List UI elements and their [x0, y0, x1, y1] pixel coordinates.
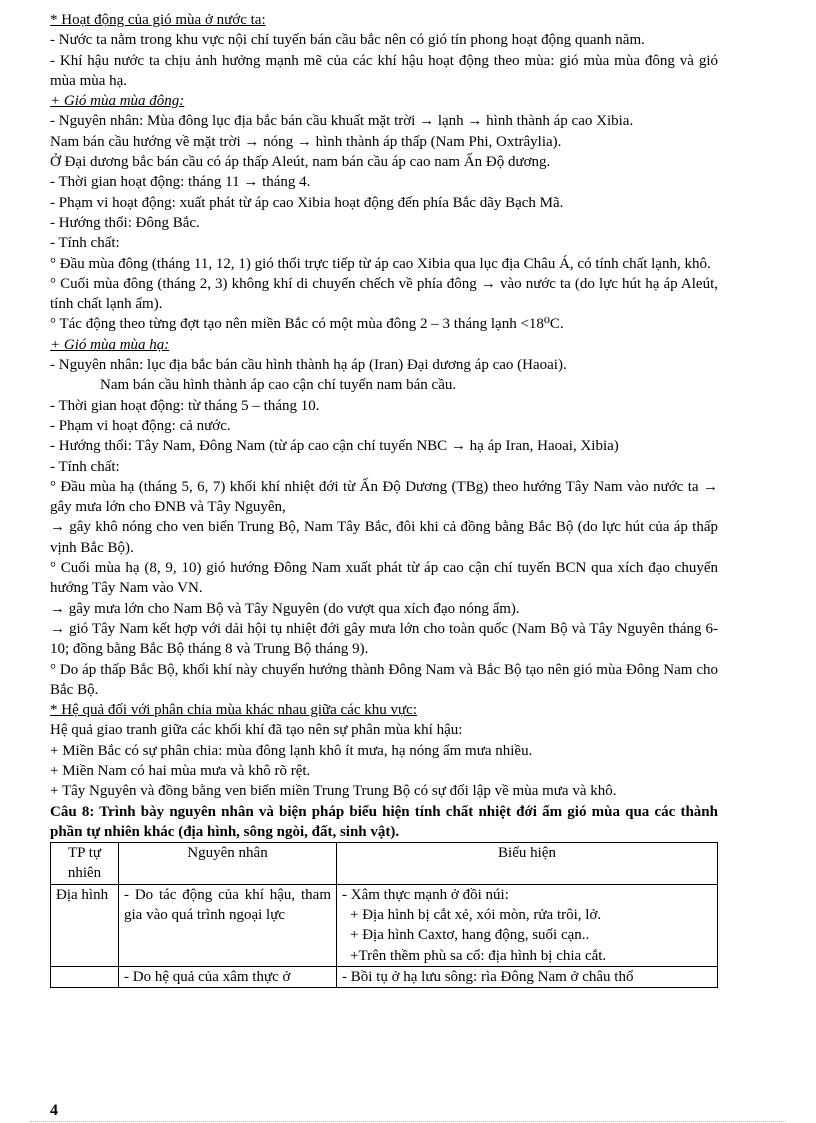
row-cause: - Do hệ quả của xâm thực ở [119, 966, 337, 987]
text-line: ° Cuối mùa đông (tháng 2, 3) không khí di chuyển chếch về phía đông → vào nước ta (do lực hút hạ áp Aleút, tính chất lạnh ẩm). [50, 275, 718, 313]
text-line: - Khí hậu nước ta chịu ảnh hưởng mạnh mẽ của các khí hậu hoạt động theo mùa: gió mùa mùa đông và gió mùa mùa hạ. [50, 52, 718, 89]
text-line: - Tính chất: [50, 235, 120, 252]
section-heading: + Gió mùa mùa hạ: [50, 336, 170, 353]
row-effects [337, 884, 718, 966]
effect-line: +Trên thềm phù sa cổ: địa hình bị chia cắt. [350, 947, 607, 964]
text-line: + Miền Bắc có sự phân chia: mùa đông lạnh khô ít mưa, hạ nóng ẩm mưa nhiều. [50, 742, 533, 759]
footer-divider [30, 1121, 786, 1122]
effect-line: - Bồi tụ ở hạ lưu sông: rìa Đông Nam ở châu thổ [342, 968, 634, 985]
text-line: Nam bán cầu hướng về mặt trời → nóng → hình thành áp thấp (Nam Phi, Oxtrâylia). [50, 133, 562, 150]
text-line: - Tính chất: [50, 458, 120, 475]
effect-line: + Địa hình Caxtơ, hang động, suối cạn.. [350, 927, 590, 944]
text-line: - Phạm vi hoạt động: cả nước. [50, 417, 231, 434]
text-line: ° Cuối mùa hạ (8, 9, 10) gió hướng Đông Nam xuất phát từ áp cao cận chí tuyến BCN qua xích đạo chuyển hướng Tây Nam vào VN. [50, 560, 718, 597]
row-tp [51, 966, 119, 987]
text-line: + Tây Nguyên và đồng bằng ven biển miền Trung Trung Bộ có sự đối lập về mùa mưa và khô. [50, 783, 617, 800]
header-effects: Biểu hiện [337, 843, 718, 885]
table-row [51, 884, 718, 966]
text-line: - Nguyên nhân: lục địa bắc bán cầu hình thành hạ áp (Iran) Đại dương áp cao (Haoai). [50, 357, 567, 374]
text-line: - Hướng thổi: Tây Nam, Đông Nam (từ áp cao cận chí tuyến NBC → hạ áp Iran, Haoai, Xibia) [50, 438, 619, 455]
text-line: + Miền Nam có hai mùa mưa và khô rõ rệt. [50, 762, 311, 779]
effect-line: + Địa hình bị cắt xẻ, xói mòn, rửa trôi, lở. [350, 907, 602, 924]
table-row [51, 966, 718, 987]
text-line: - Thời gian hoạt động: từ tháng 5 – tháng 10. [50, 397, 320, 414]
text-line: - Thời gian hoạt động: tháng 11 → tháng 4. [50, 174, 311, 191]
text-line: - Nguyên nhân: Mùa đông lục địa bắc bán cầu khuất mặt trời → lạnh → hình thành áp cao Xibia. [50, 113, 634, 130]
text-line: ° Đầu mùa hạ (tháng 5, 6, 7) khối khí nhiệt đới từ Ấn Độ Dương (TBg) theo hướng Tây Nam vào nước ta → gây mưa lớn cho ĐNB và Tây Nguyên, [50, 478, 718, 516]
section-heading: * Hoạt động của gió mùa ở nước ta: [50, 12, 266, 28]
row-tp: Địa hình [51, 884, 119, 966]
text-line: Nam bán cầu hình thành áp cao cận chí tuyến nam bán cầu. [100, 377, 457, 394]
text-line: → gió Tây Nam kết hợp với dải hội tụ nhiệt đới gây mưa lớn cho toàn quốc (Nam Bộ và Tây Nguyên tháng 6-10; đồng bằng Bắc Bộ tháng 8 và Trung Bộ tháng 9). [50, 620, 718, 658]
text-line: - Phạm vi hoạt động: xuất phát từ áp cao Xibia hoạt động đến phía Bắc dãy Bạch Mã. [50, 194, 564, 211]
row-cause: - Do tác động của khí hậu, tham gia vào quá trình ngoại lực [119, 884, 337, 966]
question-heading: Câu 8: Trình bày nguyên nhân và biện pháp biểu hiện tính chất nhiệt đới ẩm gió mùa qua các thành phần tự nhiên khác (địa hình, sông ngòi, đất, sinh vật). [50, 803, 718, 840]
body-text [50, 10, 718, 802]
text-line: ° Đầu mùa đông (tháng 11, 12, 1) gió thổi trực tiếp từ áp cao Xibia qua lục địa Châu Á, có tính chất lạnh, khô. [50, 255, 711, 272]
header-cause: Nguyên nhân [119, 843, 337, 885]
text-line: - Nước ta nằm trong khu vực nội chí tuyến bán cầu bắc nên có gió tín phong hoạt động quanh năm. [50, 32, 645, 49]
section-heading: * Hệ quả đối với phân chia mùa khác nhau giữa các khu vực: [50, 702, 417, 719]
page-number: 4 [50, 1102, 58, 1119]
text-line: Ở Đại dương bắc bán cầu có áp thấp Aleút, nam bán cầu áp cao nam Ấn Độ dương. [50, 154, 551, 171]
effect-line: - Xâm thực mạnh ở đồi núi: [342, 886, 509, 903]
text-line: ° Do áp thấp Bắc Bộ, khối khí này chuyển hướng thành Đông Nam và Bắc Bộ tạo nên gió mùa Đông Nam cho Bắc Bộ. [50, 661, 718, 698]
row-effects [337, 966, 718, 987]
text-line: → gây mưa lớn cho Nam Bộ và Tây Nguyên (do vượt qua xích đạo nóng ẩm). [50, 600, 520, 617]
nature-components-table [50, 842, 718, 988]
text-line: ° Tác động theo từng đợt tạo nên miền Bắc có một mùa đông 2 – 3 tháng lạnh <18⁰C. [50, 316, 564, 333]
text-line: - Hướng thổi: Đông Bắc. [50, 214, 200, 231]
document-page [50, 10, 718, 988]
table-header-row [51, 843, 718, 885]
text-line: Hệ quả giao tranh giữa các khối khí đã tạo nên sự phân mùa khí hậu: [50, 722, 463, 739]
header-tp: TP tự nhiên [51, 843, 119, 885]
section-heading: + Gió mùa mùa đông: [50, 93, 185, 110]
text-line: → gây khô nóng cho ven biển Trung Bộ, Nam Tây Bắc, đôi khi cả đồng bằng Bắc Bộ (do lực hút của áp thấp vịnh Bắc Bộ). [50, 519, 718, 556]
